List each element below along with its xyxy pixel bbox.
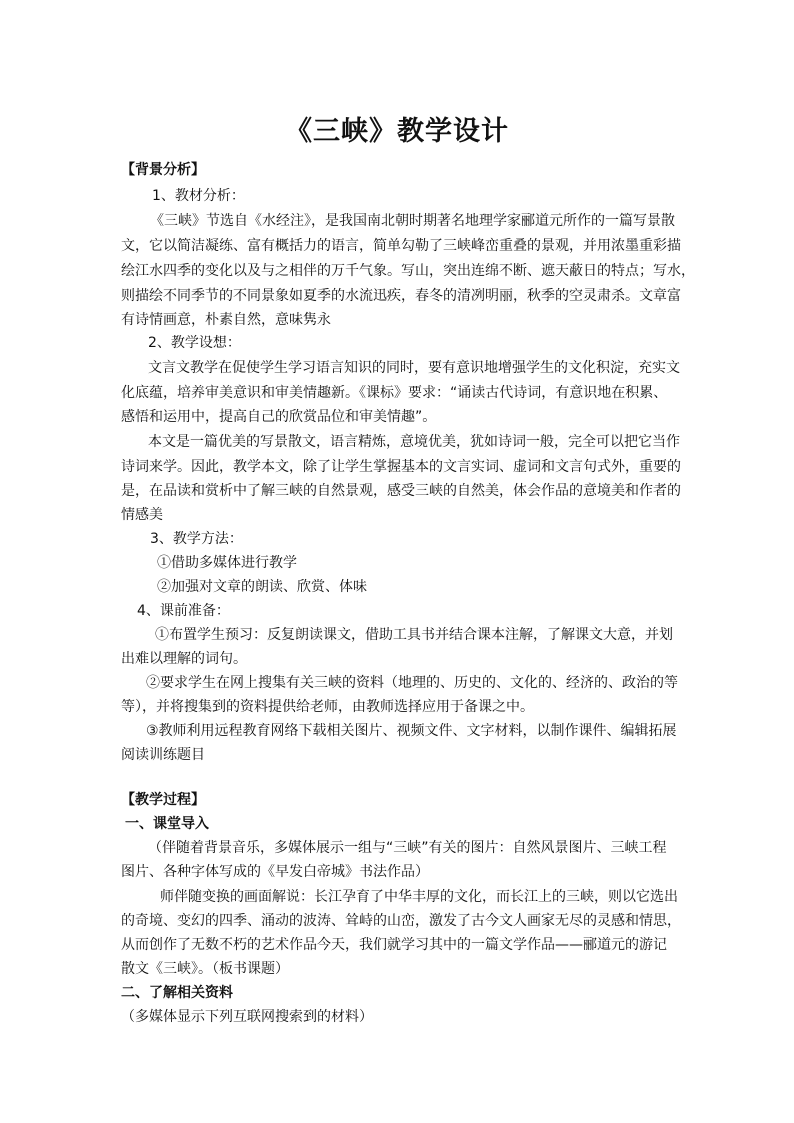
paragraph-line: ①布置学生预习：反复朗读课文，借助工具书并结合课本注解，了解课文大意，并划: [155, 627, 673, 643]
paragraph-line: 情感美: [121, 507, 163, 523]
paragraph-line: 诗词来学。因此，教学本文，除了让学生掌握基本的文言实词、虚词和文言句式外，重要的: [121, 459, 681, 475]
paragraph-line: 有诗情画意，朴素自然，意味隽永: [121, 312, 331, 328]
paragraph-line: 则描绘不同季节的不同景象如夏季的水流迅疾，春冬的清冽明丽，秋季的空灵肃杀。文章富: [121, 288, 681, 304]
paragraph-line: 化底蕴，培养审美意识和审美情趣新。《课标》要求：“诵读古代诗词，有意识地在积累、: [121, 385, 668, 401]
document-title: 《三峡》教学设计: [285, 116, 509, 147]
paragraph-line: 文，它以简洁凝练、富有概括力的语言，简单勾勒了三峡峰峦重叠的景观，并用浓墨重彩描: [121, 238, 681, 254]
paragraph-line: 绘江水四季的变化以及与之相伴的万千气象。写山，突出连绵不断、遮天蔽日的特点；写水，: [121, 263, 695, 279]
item-label-teaching-concept: 2、教学设想：: [148, 335, 241, 351]
paragraph-line: 师伴随变换的画面解说：长江孕育了中华丰厚的文化，而长江上的三峡，则以它选出: [160, 889, 678, 905]
item-label-teaching-method: 3、教学方法：: [150, 531, 243, 547]
step-heading-materials: 二、了解相关资料: [121, 985, 233, 1001]
paragraph-line: 出难以理解的词句。: [121, 651, 247, 667]
paragraph-line: 从而创作了无数不朽的艺术作品今天，我们就学习其中的一篇文学作品——郦道元的游记: [121, 937, 667, 953]
paragraph-line: 文言文教学在促使学生学习语言知识的同时，要有意识地增强学生的文化积淀，充实文: [148, 360, 680, 376]
paragraph-line: 散文《三峡》。（板书课题）: [121, 961, 289, 977]
paragraph-line: ③教师利用远程教育网络下载相关图片、视频文件、文字材料，以制作课件、编辑拓展: [146, 723, 677, 739]
paragraph-line: （伴随着背景音乐，多媒体展示一组与“三峡”有关的图片：自然风景图片、三峡工程: [148, 840, 667, 856]
paragraph-line: 的奇境、变幻的四季、涌动的波涛、耸峙的山峦，激发了古今文人画家无尽的灵感和情思，: [121, 913, 681, 929]
method-item: ①借助多媒体进行教学: [157, 555, 297, 571]
paragraph-line: 《三峡》节选自《水经注》，是我国南北朝时期著名地理学家郦道元所作的一篇写景散: [150, 213, 675, 229]
section-heading-background: 【背景分析】: [121, 162, 205, 178]
paragraph-line: ②要求学生在网上搜集有关三峡的资料（地理的、历史的、文化的、经济的、政治的等: [146, 675, 678, 691]
paragraph-line: 本文是一篇优美的写景散文，语言精炼，意境优美，犹如诗词一般，完全可以把它当作: [148, 434, 680, 450]
step-heading-introduction: 一、课堂导入: [125, 816, 209, 832]
paragraph-line: 是，在品读和赏析中了解三峡的自然景观，感受三峡的自然美，体会作品的意境美和作者的: [121, 483, 681, 499]
paragraph-line: （多媒体显示下列互联网搜索到的材料）: [121, 1009, 373, 1025]
method-item: ②加强对文章的朗读、欣赏、体味: [157, 579, 367, 595]
paragraph-line: 阅读训练题目: [121, 747, 205, 763]
item-label-material-analysis: 1、教材分析：: [152, 188, 245, 204]
item-label-preparation: 4、课前准备：: [137, 603, 230, 619]
section-heading-process: 【教学过程】: [121, 792, 205, 808]
paragraph-line: 图片、各种字体写成的《早发白帝城》书法作品）: [121, 864, 429, 880]
paragraph-line: 等），并将搜集到的资料提供给老师，由教师选择应用于备课之中。: [121, 699, 534, 715]
paragraph-line: 感悟和运用中，提高自己的欣赏品位和审美情趣”。: [121, 409, 437, 425]
